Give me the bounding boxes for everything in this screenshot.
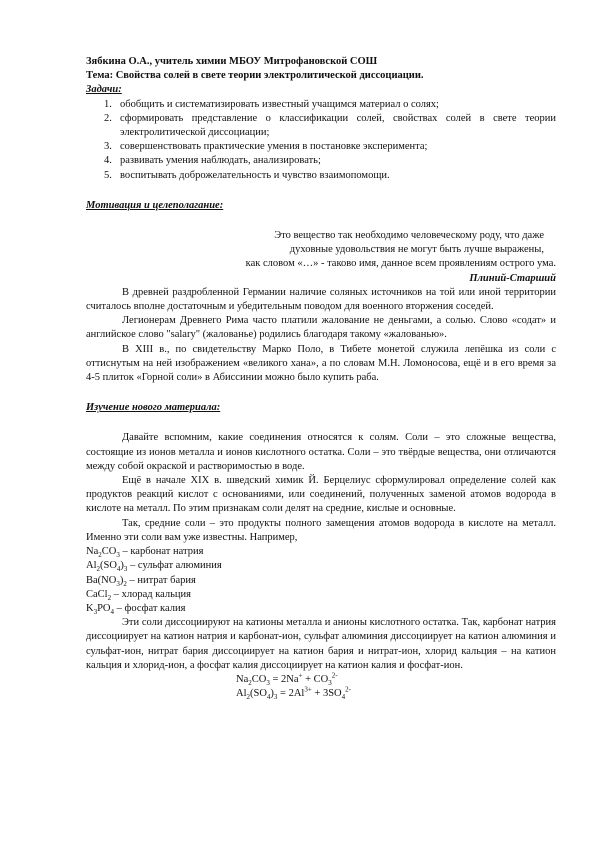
history-paragraph-rome: Легионерам Древнего Рима часто платили жалование не деньгами, а солью. Слово «содат» и английское слово "salary" (жалованье) родились благодаря такому «жалованью». <box>86 315 556 341</box>
history-paragraph-germany: В древней раздробленной Германии наличие соляных источников на той или иной территории считалось вполне достаточным и убедительным поводом для военного вторжения соседей. <box>86 286 556 313</box>
salts-definition-paragraph: Давайте вспомним, какие соединения относятся к солям. Соли – это сложные вещества, состоящие из ионов металла и ионов кислотного остатка. Соли – это твёрдые вещества, они отличаются между собой окраской и растворимостью в воде. <box>86 432 556 472</box>
equation-na2co3: $Na_2CO_3 = 2Na^+ + CO_3^{2-}$ <box>236 671 338 688</box>
new-material-heading: Изучение нового материала: <box>86 402 221 414</box>
motivation-heading: Мотивация и целеполагание: <box>86 199 224 211</box>
quote-author: Плиний-Старший <box>469 272 556 284</box>
author-line: Зябкина О.А., учитель химии МБОУ Митрофановской СОШ <box>86 56 378 67</box>
dissociation-paragraph: Эти соли диссоциируют на катионы металла и анионы кислотного остатка. Так, карбонат натрия диссоциирует на катион натрия и карбонат-ион, сульфат алюминия диссоциирует на катион алюминия и сульфат-ион, нитрат бария диссоциирует на катион бария и нитрат-ион, хлорид кальция – на катион кальция и хлорид-ион, а фосфат калия диссоциирует на катион калия и фосфат-ион. <box>86 617 556 671</box>
tasks-list <box>86 98 556 183</box>
task-item: 5. воспитывать доброжелательность и чувство взаимопомощи. <box>104 169 390 181</box>
topic-line: Тема: Свойства солей в свете теории электролитической диссоциации. <box>86 70 424 82</box>
salt-example: $Al_2(SO_4)_3$ – сульфат алюминия <box>86 560 222 574</box>
task-item: 3. совершенствовать практические умения в постановке эксперимента; <box>104 141 428 153</box>
history-paragraph-tibet: В XIII в., по свидетельству Марко Поло, в Тибете монетой служила лепёшка из соли с оттиснутым на ней изображением «великого хана», а по словам М.Н. Ломоносова, ещё и в его время за 4-5 плиток «Горной соли» в Абиссинии можно было купить раба. <box>86 343 556 384</box>
salt-example: CaCl$_2$ – хлорад кальция <box>86 588 192 602</box>
task-item: 4. развивать умения наблюдать, анализировать; <box>104 155 321 167</box>
equation-al2so43: $Al_2(SO_4)_3 = 2Al^{3+} + 3SO_4^{2-}$ <box>236 685 351 702</box>
salt-example: $Na_2CO_3$ – карбонат натрия <box>86 546 204 560</box>
salt-example: $Ba(NO_3)_2$ – нитрат бария <box>86 574 196 588</box>
tasks-heading: Задачи: <box>86 84 122 96</box>
document-content <box>86 55 556 701</box>
berzelius-paragraph: Ещё в начале XIX в. шведский химик Й. Берцелиус сформулировал определение солей как продуктов реакций кислот с основаниями, или соединений, полученных заменой атомов водорода в кислоте на металл. По этим признакам соли делят на средние, кислые и основные. <box>86 475 556 515</box>
task-item: 2. сформировать представление о классификации солей, свойствах солей в свете теории электролитической диссоциации; <box>104 112 556 139</box>
salt-example: $K_3PO_4$ – фосфат калия <box>86 602 186 616</box>
quote-line-2: духовные удовольствия не могут быть лучше выражены, <box>289 244 544 256</box>
quote-line-1: Это вещество так необходимо человеческому роду, что даже <box>274 230 544 242</box>
task-item: 1. обобщить и систематизировать известный учащимся материал о солях; <box>104 98 439 110</box>
quote-line-3: как словом «…» - таково имя, данное всем проявлениям острого ума. <box>245 258 556 270</box>
middle-salts-paragraph: Так, средние соли – это продукты полного замещения атомов водорода в кислоте на металл. Именно эти соли вам уже известны. Например, <box>86 517 556 543</box>
